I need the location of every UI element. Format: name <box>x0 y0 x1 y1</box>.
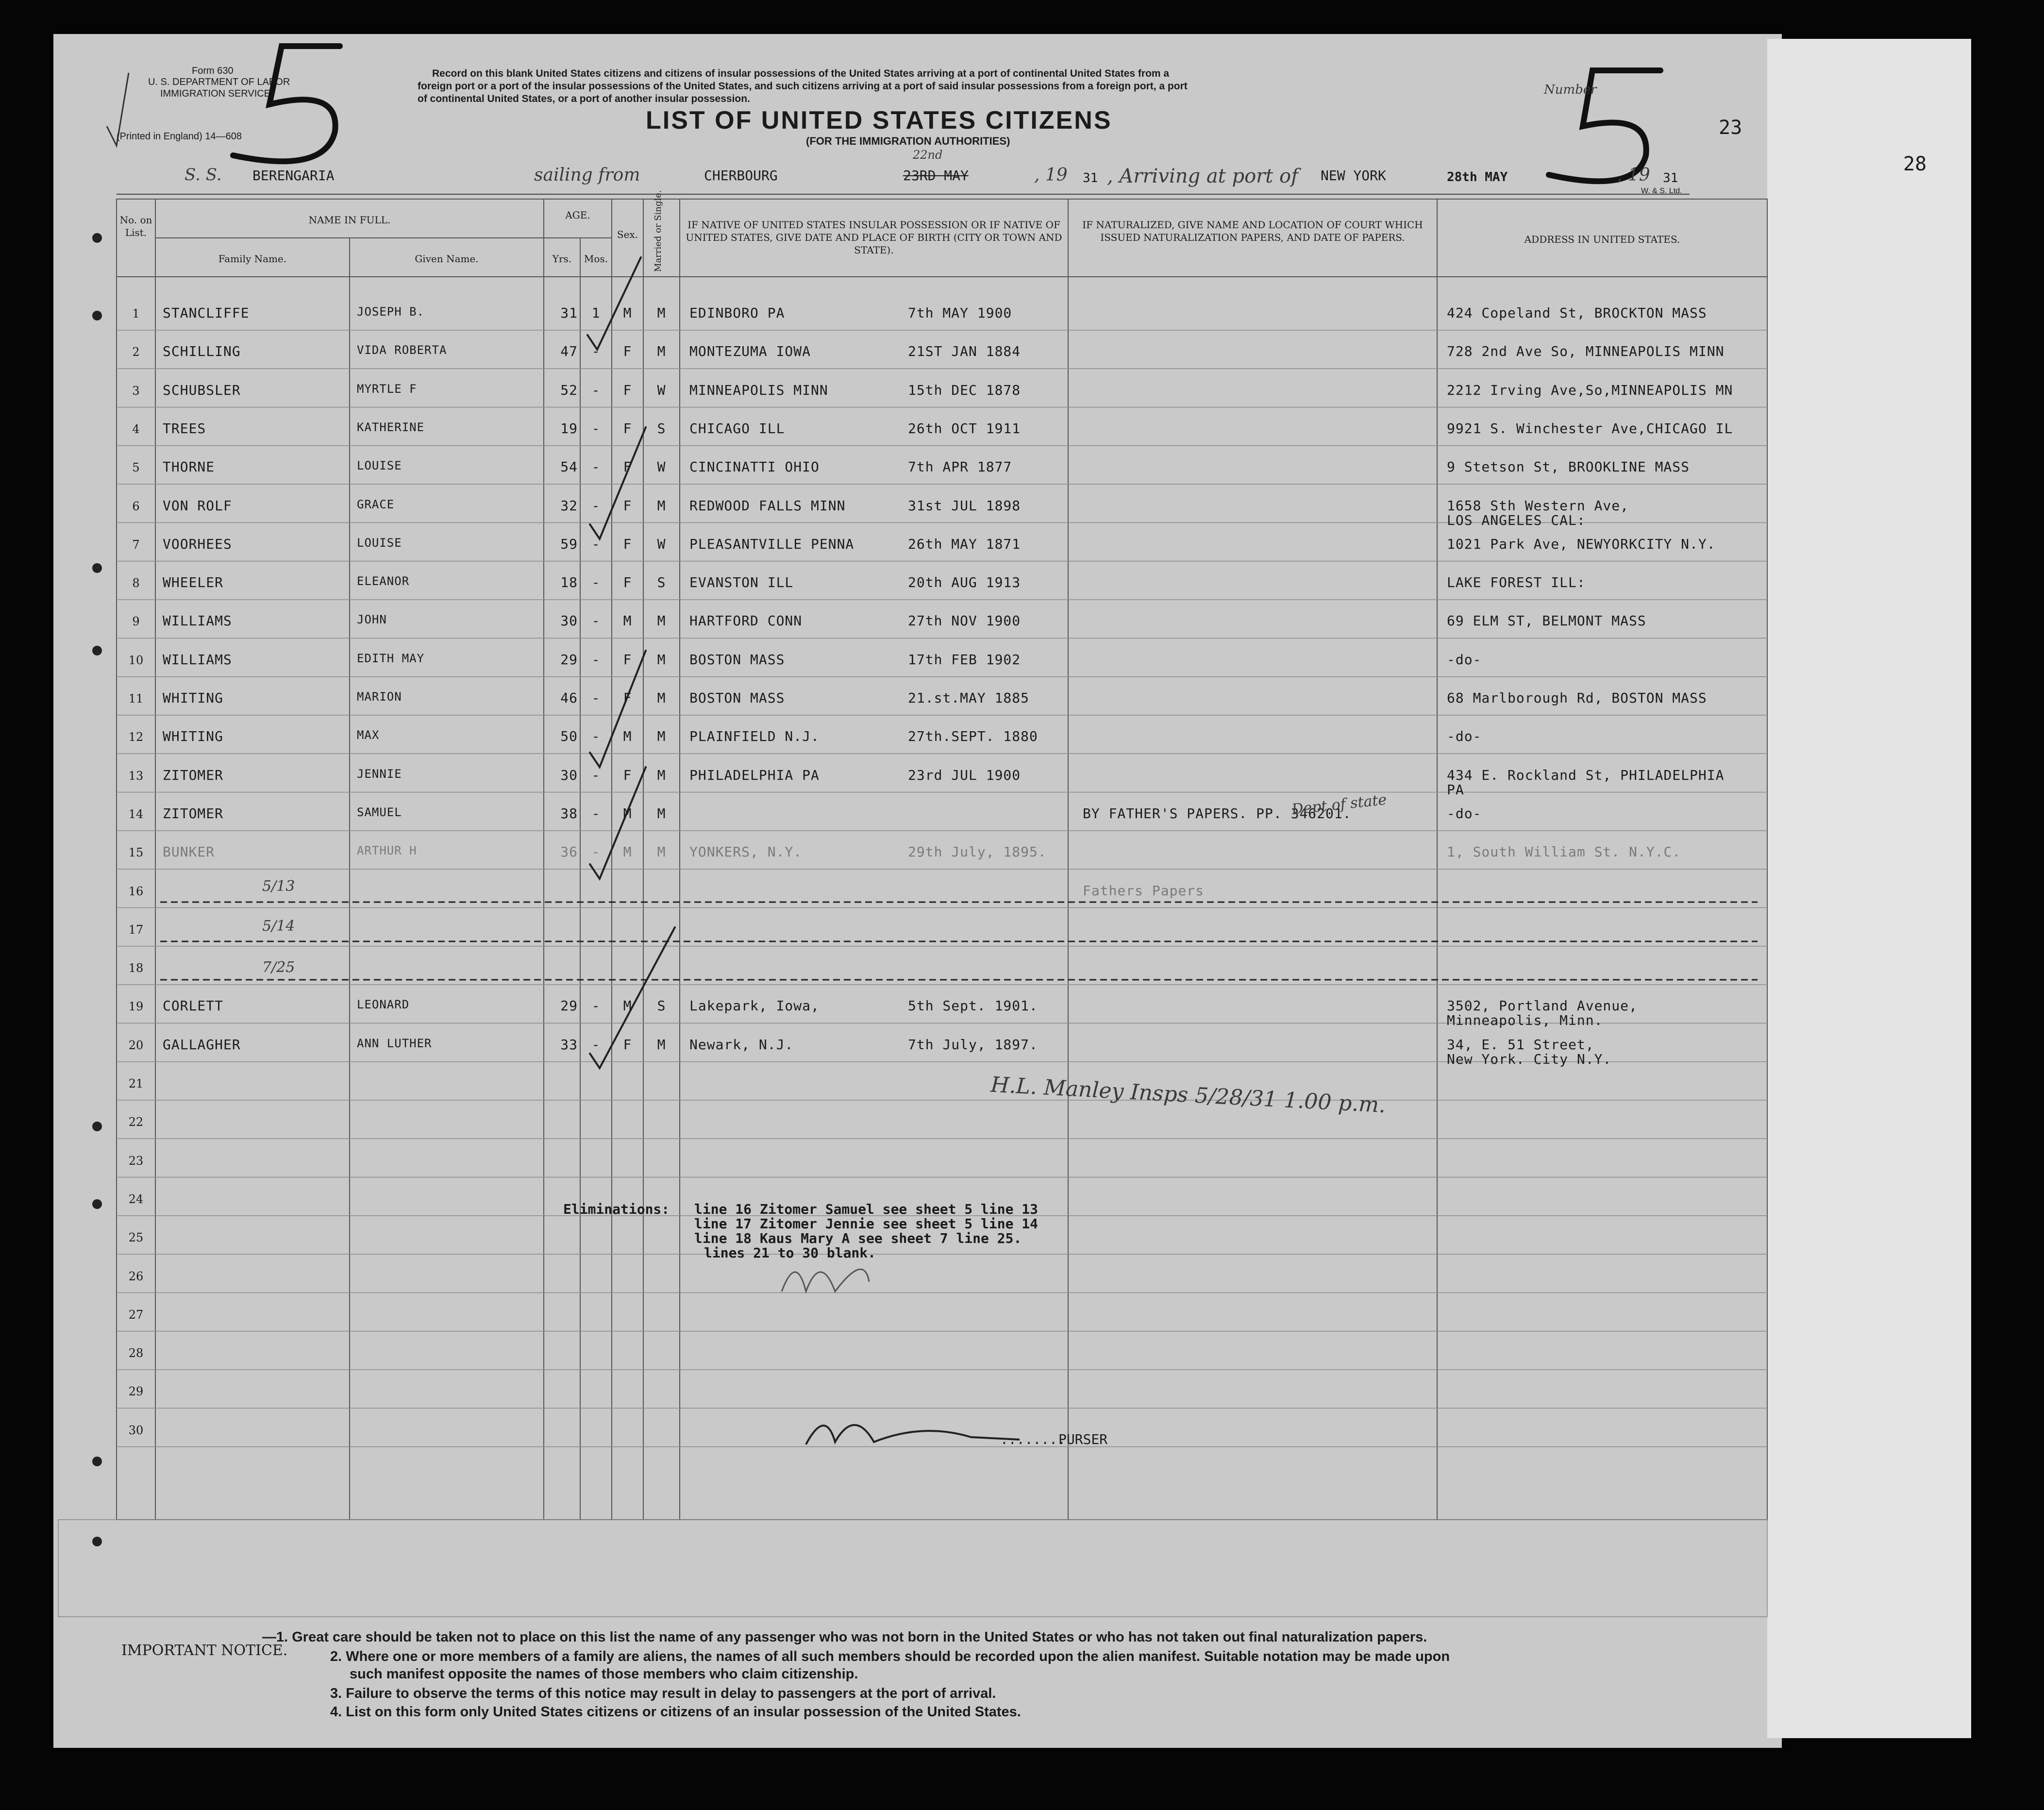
cell-addr1: 9921 S. Winchester Ave,CHICAGO IL <box>1447 420 1733 436</box>
cell-yrs: 33 <box>560 1036 578 1053</box>
page-number-23: 23 <box>1719 117 1742 139</box>
cell-sex: F <box>623 690 632 706</box>
cell-yrs: 38 <box>560 805 578 821</box>
row-number: 11 <box>128 692 144 705</box>
cell-addr1: 728 2nd Ave So, MINNEAPOLIS MINN <box>1447 343 1725 360</box>
record-note-2: foreign port or a port of the insular possessions of the United States, and such citizens arriving at a port of said insular possessions from a foreign port, a port <box>418 81 1188 92</box>
row-number: 14 <box>128 807 144 821</box>
dept-of-state-note: Dept of state <box>1290 791 1388 819</box>
notice-item-4: 4. List on this form only United States citizens or citizens of an insular possession of the United States. <box>330 1704 1021 1720</box>
cell-place: BOSTON MASS <box>689 690 785 706</box>
notice-item-1: —1. Great care should be taken not to place on this list the name of any passenger who was not born in the United States or who has not taken out final naturalization papers. <box>262 1629 1427 1645</box>
row-number: 9 <box>132 615 140 629</box>
elimination-line-2: line 17 Zitomer Jennie see sheet 5 line 14 <box>694 1216 1039 1232</box>
printed-note: (Printed in England) 14—608 <box>117 131 242 142</box>
cell-mos: - <box>591 459 601 475</box>
cell-given: ELEANOR <box>357 574 410 588</box>
cell-nat: BY FATHER'S PAPERS. PP. 346201. <box>1083 805 1352 821</box>
cell-place: Lakepark, Iowa, <box>689 998 820 1014</box>
cell-place: HARTFORD CONN <box>689 613 803 629</box>
cell-place: REDWOOD FALLS MINN <box>689 497 846 514</box>
cell-family: GALLAGHER <box>163 1036 241 1053</box>
annotation-5-14: 5/14 <box>262 918 295 935</box>
annotation-7-25: 7/25 <box>262 959 295 976</box>
cell-place: CINCINATTI OHIO <box>689 459 820 475</box>
cell-given: LEONARD <box>357 998 410 1012</box>
row-number: 19 <box>128 1000 144 1014</box>
cell-addr1: 3502, Portland Avenue, <box>1447 998 1638 1014</box>
cell-given: SAMUEL <box>357 805 402 819</box>
elimination-line-3: line 18 Kaus Mary A see sheet 7 line 25. <box>694 1230 1022 1246</box>
cell-date: 27th NOV 1900 <box>908 613 1021 629</box>
row-number: 2 <box>132 345 140 359</box>
cell-family: THORNE <box>163 459 215 475</box>
row-number: 25 <box>128 1231 144 1245</box>
cell-yrs: 30 <box>560 613 578 629</box>
cell-place: PHILADELPHIA PA <box>689 767 820 783</box>
form-number: Form 630 <box>192 66 234 76</box>
cell-given: JOSEPH B. <box>357 305 425 318</box>
row-number: 10 <box>128 653 144 667</box>
cell-yrs: 52 <box>560 382 578 398</box>
cell-place: BOSTON MASS <box>689 651 785 668</box>
cell-addr1: -do- <box>1447 728 1482 745</box>
cell-given: ARTHUR H <box>357 844 417 858</box>
cell-given: VIDA ROBERTA <box>357 343 447 357</box>
cell-sex: F <box>623 497 632 514</box>
arrival-port: NEW YORK <box>1321 168 1386 184</box>
cell-date: 23rd JUL 1900 <box>908 767 1021 783</box>
cell-place: MINNEAPOLIS MINN <box>689 382 828 398</box>
cell-sex: F <box>623 459 632 475</box>
cell-date: 5th Sept. 1901. <box>908 998 1038 1014</box>
cell-yrs: 29 <box>560 651 578 668</box>
cell-family: STANCLIFFE <box>163 305 250 321</box>
printer-mark: W. & S. Ltd. <box>1641 187 1682 195</box>
cell-place: EDINBORO PA <box>689 305 785 321</box>
cell-ms: M <box>657 613 666 629</box>
row-number: 5 <box>132 461 140 475</box>
cell-given: MYRTLE F <box>357 382 417 396</box>
cell-yrs: 29 <box>560 998 578 1014</box>
row-number: 27 <box>128 1307 144 1322</box>
cell-date: 20th AUG 1913 <box>908 574 1021 591</box>
notice-item-2-cont: such manifest opposite the names of those members who claim citizenship. <box>350 1666 858 1682</box>
cell-sex: F <box>623 574 632 591</box>
cell-sex: F <box>623 767 632 783</box>
cell-sex: F <box>623 343 632 360</box>
cell-date: 15th DEC 1878 <box>908 382 1021 398</box>
row-number: 21 <box>128 1077 144 1090</box>
cell-mos: - <box>591 805 601 821</box>
cell-ms: S <box>657 574 666 591</box>
cell-addr2: Minneapolis, Minn. <box>1447 1012 1603 1029</box>
cell-yrs: 50 <box>560 728 578 745</box>
row-number: 16 <box>128 884 144 898</box>
cell-ms: M <box>657 651 666 668</box>
elimination-line-4: lines 21 to 30 blank. <box>704 1245 876 1261</box>
cell-ms: M <box>657 343 666 360</box>
cell-addr1: 1021 Park Ave, NEWYORKCITY N.Y. <box>1447 536 1716 552</box>
cell-yrs: 59 <box>560 536 578 552</box>
row-number: 1 <box>132 307 140 320</box>
cell-given: LOUISE <box>357 459 402 473</box>
row-number: 3 <box>132 384 140 398</box>
cell-place: YONKERS, N.Y. <box>689 844 803 860</box>
cell-family: WHITING <box>163 690 224 706</box>
cell-date: 31st JUL 1898 <box>908 497 1021 514</box>
row-number: 13 <box>128 769 144 783</box>
notice-item-3: 3. Failure to observe the terms of this notice may result in delay to passengers at the port of arrival. <box>330 1686 996 1701</box>
record-note-3: of continental United States, or a port of another insular possession. <box>418 93 750 104</box>
cell-addr1: -do- <box>1447 805 1482 821</box>
cell-sex: F <box>623 536 632 552</box>
cell-family: VOORHEES <box>163 536 232 552</box>
cell-sex: F <box>623 420 632 436</box>
cell-family: VON ROLF <box>163 497 232 514</box>
cell-mos: - <box>591 767 601 783</box>
page-title: LIST OF UNITED STATES CITIZENS <box>646 106 1112 134</box>
cell-yrs: 36 <box>560 844 578 860</box>
cell-yrs: 46 <box>560 690 578 706</box>
elimination-line-1: line 16 Zitomer Samuel see sheet 5 line 13 <box>694 1201 1039 1217</box>
cell-ms: W <box>657 382 666 398</box>
sailing-label: sailing from <box>534 165 640 185</box>
cell-sex: F <box>623 382 632 398</box>
header-address: ADDRESS IN UNITED STATES. <box>1524 234 1680 245</box>
departure-year-prefix: , 19 <box>1034 165 1068 185</box>
cell-yrs: 18 <box>560 574 578 591</box>
row-number: 12 <box>128 730 144 744</box>
row-number: 7 <box>132 537 140 552</box>
cell-sex: M <box>623 613 632 629</box>
cell-ms: W <box>657 459 666 475</box>
cell-mos: - <box>591 844 601 860</box>
cell-family: SCHILLING <box>163 343 241 360</box>
record-note-1: Record on this blank United States citizens and citizens of insular possessions of the United States arriving at a port of continental United States from a <box>432 68 1170 79</box>
ship-name: BERENGARIA <box>252 168 335 184</box>
inspector-signature: H.L. Manley Insps 5/28/31 1.00 p.m. <box>990 1072 1387 1118</box>
cell-place: CHICAGO ILL <box>689 420 785 436</box>
cell-addr1: 424 Copeland St, BROCKTON MASS <box>1447 305 1707 321</box>
page-number-28: 28 <box>1903 153 1927 175</box>
cell-ms: M <box>657 497 666 514</box>
row-number: 4 <box>132 422 140 436</box>
ss-label: S. S. <box>184 165 222 184</box>
row-number: 18 <box>128 961 144 975</box>
row-number: 6 <box>132 499 140 513</box>
cell-date: 26th MAY 1871 <box>908 536 1021 552</box>
cell-mos: - <box>591 343 601 360</box>
cell-place: Newark, N.J. <box>689 1036 794 1053</box>
cell-addr1: 69 ELM ST, BELMONT MASS <box>1447 613 1646 629</box>
cell-sex: F <box>623 651 632 668</box>
cell-date: 17th FEB 1902 <box>908 651 1021 668</box>
eliminations-label: Eliminations: <box>563 1201 670 1217</box>
row-number: 8 <box>132 576 140 590</box>
cell-family: WHEELER <box>163 574 224 591</box>
cell-addr2: New York. City N.Y. <box>1447 1051 1612 1067</box>
cell-place: PLEASANTVILLE PENNA <box>689 536 854 552</box>
cell-mos: - <box>591 690 601 706</box>
cell-family: ZITOMER <box>163 767 224 783</box>
cell-date: 21ST JAN 1884 <box>908 343 1021 360</box>
cell-mos: - <box>591 536 601 552</box>
cell-given: LOUISE <box>357 536 402 550</box>
notice-label: IMPORTANT NOTICE. <box>121 1642 288 1659</box>
cell-family: WILLIAMS <box>163 613 232 629</box>
header-yrs: Yrs. <box>552 253 572 265</box>
row-number: 26 <box>128 1269 144 1283</box>
cell-date: 7th July, 1897. <box>908 1036 1038 1053</box>
cell-place: EVANSTON ILL <box>689 574 794 591</box>
header-name-in-full: NAME IN FULL. <box>308 214 391 226</box>
notice-item-2: 2. Where one or more members of a family are aliens, the names of all such members should be recorded upon the alien manifest. Suitable notation may be made upon <box>330 1649 1450 1664</box>
cell-ms: M <box>657 305 666 321</box>
cell-mos: - <box>591 574 601 591</box>
cell-addr1: LAKE FOREST ILL: <box>1447 574 1586 591</box>
cell-given: JENNIE <box>357 767 402 781</box>
arrival-year: 31 <box>1663 171 1678 185</box>
cell-family: SCHUBSLER <box>163 382 241 398</box>
header-no-on-list: No. on List. <box>119 214 152 238</box>
cell-ms: M <box>657 1036 666 1053</box>
cell-place: PLAINFIELD N.J. <box>689 728 820 745</box>
cell-ms: M <box>657 728 666 745</box>
cell-mos: - <box>591 728 601 745</box>
arrival-year-prefix: , 19 <box>1617 165 1650 185</box>
cell-sex: F <box>623 1036 632 1053</box>
row-number: 20 <box>128 1038 144 1052</box>
cell-given: ANN LUTHER <box>357 1036 432 1050</box>
header-naturalized: IF NATURALIZED, GIVE NAME AND LOCATION OF COURT WHICH ISSUED NATURALIZATION PAPERS, AND DATE OF PAPERS. <box>1082 219 1423 243</box>
cell-family: ZITOMER <box>163 805 224 821</box>
cell-family: WHITING <box>163 728 224 745</box>
cell-given: MAX <box>357 728 380 742</box>
departure-date: 23RD MAY <box>903 168 969 184</box>
cell-date: 26th OCT 1911 <box>908 420 1021 436</box>
page-subtitle: (FOR THE IMMIGRATION AUTHORITIES) <box>806 135 1010 147</box>
cell-addr1: 9 Stetson St, BROOKLINE MASS <box>1447 459 1690 475</box>
cell-addr2: LOS ANGELES CAL: <box>1447 512 1586 528</box>
row-number: 24 <box>128 1192 144 1206</box>
cell-family: CORLETT <box>163 998 224 1014</box>
cell-mos: - <box>591 497 601 514</box>
header-mos: Mos. <box>584 253 608 265</box>
cell-date: 29th July, 1895. <box>908 844 1047 860</box>
departure-year: 31 <box>1083 171 1098 185</box>
cell-given: GRACE <box>357 497 395 511</box>
cell-addr1: 1, South William St. N.Y.C. <box>1447 844 1681 860</box>
cell-given: EDITH MAY <box>357 651 425 665</box>
header-given-name: Given Name. <box>415 253 479 265</box>
cell-ms: S <box>657 998 666 1014</box>
purser-label: PURSER <box>1058 1431 1108 1447</box>
cell-yrs: 31 <box>560 305 578 321</box>
arrival-date: 28th MAY <box>1447 170 1508 184</box>
cell-ms: M <box>657 767 666 783</box>
cell-place: MONTEZUMA IOWA <box>689 343 811 360</box>
service-name: IMMIGRATION SERVICE <box>160 88 271 99</box>
cell-sex: M <box>623 844 632 860</box>
row-number: 30 <box>128 1423 144 1437</box>
cell-family: TREES <box>163 420 206 436</box>
cell-mos: - <box>591 420 601 436</box>
row-number: 15 <box>128 846 144 860</box>
cell-date: 7th MAY 1900 <box>908 305 1012 321</box>
cell-addr1: 68 Marlborough Rd, BOSTON MASS <box>1447 690 1707 706</box>
cell-sex: M <box>623 998 632 1014</box>
cell-sex: M <box>623 728 632 745</box>
cell-addr1: -do- <box>1447 651 1482 668</box>
cell-date: 27th.SEPT. 1880 <box>908 728 1038 745</box>
cell-mos: - <box>591 651 601 668</box>
cell-given: JOHN <box>357 613 387 627</box>
cell-addr1: 434 E. Rockland St, PHILADELPHIA <box>1447 767 1725 783</box>
annotation-5-13: 5/13 <box>262 878 295 895</box>
row-number: 17 <box>128 922 144 937</box>
cell-addr1: 2212 Irving Ave,So,MINNEAPOLIS MN <box>1447 382 1733 398</box>
header-age: AGE. <box>565 209 590 221</box>
cell-family: BUNKER <box>163 844 215 860</box>
cell-ms: M <box>657 690 666 706</box>
cell-sex: M <box>623 305 632 321</box>
cell-mos: 1 <box>591 305 601 321</box>
header-family-name: Family Name. <box>218 253 287 265</box>
row-number: 22 <box>128 1115 144 1129</box>
departure-port: CHERBOURG <box>704 168 778 184</box>
purser-dots: ........ <box>1000 1431 1066 1447</box>
cell-ms: M <box>657 844 666 860</box>
cell-ms: S <box>657 420 666 436</box>
cell-addr2: PA <box>1447 781 1464 798</box>
cell-date: 7th APR 1877 <box>908 459 1012 475</box>
cell-family: WILLIAMS <box>163 651 232 668</box>
cell-date: 21.st.MAY 1885 <box>908 690 1030 706</box>
row-number: 29 <box>128 1385 144 1399</box>
row-number: 28 <box>128 1346 144 1360</box>
cell-given: MARION <box>357 690 402 704</box>
cell-yrs: 32 <box>560 497 578 514</box>
cell-mos: - <box>591 998 601 1014</box>
header-married-or-single: Married or Single. <box>653 190 663 272</box>
cell-yrs: 19 <box>560 420 578 436</box>
cell-nat: Fathers Papers <box>1083 882 1205 899</box>
departure-date-correction: 22nd <box>913 148 943 162</box>
cell-given: KATHERINE <box>357 420 425 434</box>
header-sex: Sex. <box>617 229 638 240</box>
cell-ms: M <box>657 805 666 821</box>
arriving-label: , Arriving at port of <box>1107 165 1298 187</box>
row-number: 23 <box>128 1154 144 1168</box>
header-birth: IF NATIVE OF UNITED STATES INSULAR POSSESSION OR IF NATIVE OF UNITED STATES, GIVE DATE AND PLACE OF BIRTH (CITY OR TOWN AND STATE). <box>686 219 1062 256</box>
department-name: U. S. DEPARTMENT OF LABOR <box>148 77 290 87</box>
cell-ms: W <box>657 536 666 552</box>
cell-yrs: 47 <box>560 343 578 360</box>
cell-addr1: 34, E. 51 Street, <box>1447 1036 1594 1053</box>
cell-mos: - <box>591 1036 601 1053</box>
cell-sex: M <box>623 805 632 821</box>
cell-mos: - <box>591 382 601 398</box>
number-label: Number <box>1544 83 1597 97</box>
cell-yrs: 30 <box>560 767 578 783</box>
cell-addr1: 1658 Sth Western Ave, <box>1447 497 1629 514</box>
cell-yrs: 54 <box>560 459 578 475</box>
cell-mos: - <box>591 613 601 629</box>
